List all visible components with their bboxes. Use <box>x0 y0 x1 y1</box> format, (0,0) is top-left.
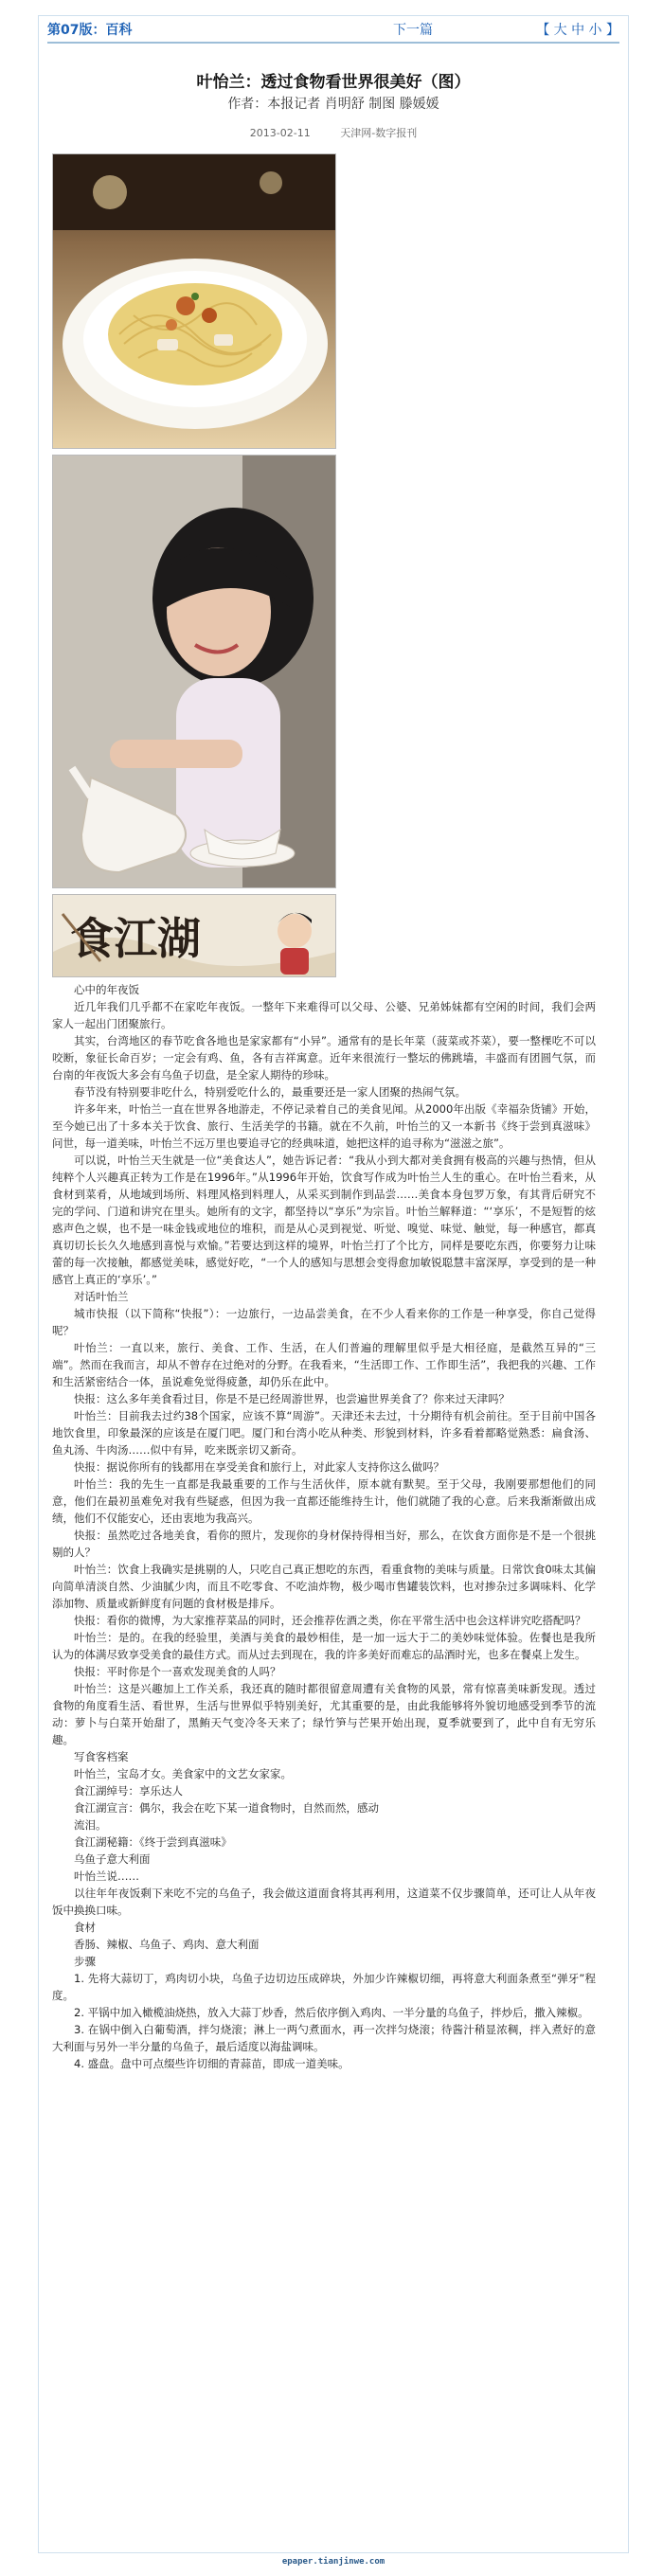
paragraph: 3. 在锅中倒入白葡萄酒，拌匀烧滚；淋上一两勺煮面水，再一次拌匀烧滚；待酱汁稍显浓稠，拌入煮好的意大利面与另外一半分量的乌鱼子，最后适度以海盐调味。 <box>52 2023 596 2053</box>
font-size-control <box>536 19 619 42</box>
banner-calligraphy: 食江湖 <box>70 913 201 964</box>
bracket-open: 【 <box>536 23 550 38</box>
font-size-large-button[interactable]: 大 <box>553 23 567 38</box>
paragraph: 春节没有特别要非吃什么，特别爱吃什么的，最重要还是一家人团聚的热闹气氛。 <box>74 1085 466 1099</box>
portrait-photo <box>52 455 336 888</box>
article-byline: 作者：本报记者 肖明舒 制图 滕媛媛 <box>227 97 439 112</box>
section-heading: 食江湖宣言：偶尔，我会在吃下某一道食物时，自然而然，感动 <box>74 1801 379 1815</box>
section-heading: 食江湖绰号：享乐达人 <box>74 1784 183 1798</box>
paragraph: 1. 先将大蒜切丁，鸡肉切小块，乌鱼子边切边压成碎块，外加少许辣椒切细，再将意大利面条煮至“弹牙”程度。 <box>52 1972 596 2002</box>
column-banner <box>52 894 336 977</box>
paragraph: 可以说，叶怡兰天生就是一位“美食达人”，她告诉记者：“我从小到大都对美食拥有极高的兴趣与热情，但从纯粹个人兴趣真正转为工作是在1996年。”从1996年开始，饮食写作成为叶怡兰人生的重心。在叶怡兰看来，从食材到菜肴，从地域到场所、料理风格到料理人，从采买到制作到品尝……美食本身包罗万象，有其背后研究不完的学问、门道和讲究在里头。她所有的文字，都坚持以“享乐”为宗旨。叶怡兰解释道：“‘享乐’，不是短暂的炫惑声色之娱，也不是一味金钱或地位的堆积，而是从心灵到视觉、听觉、嗅觉、味觉、触觉，每一种感官，都真真切切长长久久地感到喜悦与欢愉。”若要达到这样的境界，叶怡兰打了个比方，同样是要吃东西，你要努力让味蕾的每一次接触，都感觉美味，感觉好吃，“一个人的感知与思想会变得愈加敏锐聪慧丰富深厚，享受到的是一种感官上真正的‘享乐’。” <box>52 1154 596 1286</box>
section-heading: 乌鱼子意大利面 <box>74 1852 151 1866</box>
paragraph: 叶怡兰：我的先生一直都是我最重要的工作与生活伙伴，原本就有默契。至于父母，我刚要那想他们的同意，他们在最初虽难免对我有些疑惑，但因为我一直都还能维持生计，他们就随了我的心意。后来我渐渐做出成绩，他们不仅能安心，还由衷地为我高兴。 <box>52 1477 596 1525</box>
paragraph: 快报：虽然吃过各地美食，看你的照片，发现你的身材保持得相当好，那么，在饮食方面你是不是一个很挑剔的人？ <box>52 1529 596 1559</box>
section-heading: 食材 <box>74 1921 96 1934</box>
publish-date: 2013-02-11 <box>249 127 311 139</box>
font-size-small-button[interactable]: 小 <box>588 23 602 38</box>
footer-url[interactable]: epaper.tianjinwe.com <box>281 2557 385 2567</box>
paragraph: 城市快报（以下简称“快报”）：一边旅行，一边品尝美食，在不少人看来你的工作是一种享受，你自己觉得呢？ <box>52 1307 596 1337</box>
paragraph: 4. 盛盘。盘中可点缀些许切细的青蒜苗，即成一道美味。 <box>74 2057 349 2070</box>
paragraph: 叶怡兰：是的。在我的经验里，美酒与美食的最妙相佳，是一加一远大于二的美妙味觉体验。佐餐也是我所认为的体满尽致享受美食的最佳方式。而从过去到现在，我的许多美好而难忘的品酒时光，也多在餐桌上发生。 <box>52 1631 596 1661</box>
paragraph: 近几年我们几乎都不在家吃年夜饭。一整年下来难得可以父母、公婆、兄弟姊妹都有空闲的时间，我们会两家人一起出门团聚旅行。 <box>52 1000 596 1030</box>
issue-label[interactable]: 第07版：百科 <box>47 23 133 38</box>
paragraph: 许多年来，叶怡兰一直在世界各地游走，不停记录着自己的美食见闻。从2000年出版《幸福杂货铺》开始，至今她已出了十多本关于饮食、旅行、生活美学的书籍。就在不久前，叶怡兰的又一本新书《终于尝到真滋味》问世，每一道美味，叶怡兰不远万里也要追寻它的经典味道，她把这样的追寻称为“滋滋之旅”。 <box>52 1102 596 1150</box>
section-heading: 流泪。 <box>74 1818 107 1832</box>
section-heading: 香肠、辣椒、乌鱼子、鸡肉、意大利面 <box>74 1938 260 1951</box>
section-heading: 写食客档案 <box>74 1750 129 1763</box>
section-heading: 叶怡兰，宝岛才女。美食家中的文艺女家家。 <box>74 1767 292 1780</box>
paragraph: 快报：平时你是个一喜欢发现美食的人吗？ <box>74 1665 281 1678</box>
paragraph: 叶怡兰：目前我去过约38个国家，应该不算“周游”。天津还未去过，十分期待有机会前往。至于目前中国各地饮食里，印象最深的应该是在厦门吧。厦门和台湾小吃从种类、形貌到材料，许多看着都略觉熟悉：扁食汤、鱼丸汤、牛肉汤……似中有异，吃来既亲切又新奇。 <box>52 1409 596 1457</box>
section-heading: 叶怡兰说…… <box>74 1869 139 1883</box>
article-title: 叶怡兰：透过食物看世界很美好（图） <box>196 73 471 92</box>
next-article-link[interactable]: 下一篇 <box>393 23 433 38</box>
top-navigation-bar <box>47 19 619 44</box>
section-heading: 心中的年夜饭 <box>74 983 139 996</box>
paragraph: 叶怡兰：这是兴趣加上工作关系，我还真的随时都很留意周遭有关食物的风景，常有惊喜美味新发现。透过食物的角度看生活、看世界，生活与世界似乎特别美好，尤其重要的是，由此我能够将外貌切地感受到季节的流动：萝卜与白菜开始甜了，黑鲔天气变冷冬天来了；绿竹笋与芒果开始出现，夏季就要到了，此中自有无穷乐趣。 <box>52 1682 596 1746</box>
paragraph: 叶怡兰：一直以来，旅行、美食、工作、生活，在人们普遍的理解里似乎是大相径庭，是截然互异的“三端”。然而在我而言，却从不曾存在过绝对的分野。在我看来，“生活即工作、工作即生活”，我把我的兴趣、工作和生活紧密结合一体，虽说难免觉得疲惫，却仍乐在此中。 <box>52 1341 596 1388</box>
article-body <box>52 981 596 2072</box>
paragraph: 2. 平锅中加入橄榄油烧热，放入大蒜丁炒香，然后依序倒入鸡肉、一半分量的乌鱼子，拌炒后，撒入辣椒。 <box>74 2006 589 2019</box>
article-meta <box>47 125 619 140</box>
section-heading: 步骤 <box>74 1955 96 1968</box>
paragraph: 叶怡兰：饮食上我确实是挑剔的人，只吃自己真正想吃的东西，看重食物的美味与质量。日常饮食0味太其偏向简单清淡自然、少油腻少肉，而且不吃零食、不吃油炸物，极少喝市售罐装饮料，也对掺杂过多调味料、化学添加物、质量或新鲜度有问题的食材极是排斥。 <box>52 1563 596 1610</box>
paragraph: 快报：看你的微博，为大家推荐菜品的同时，还会推荐佐酒之类，你在平常生活中也会这样讲究吃搭配吗？ <box>74 1614 586 1627</box>
paragraph: 以往年年夜饭剩下来吃不完的乌鱼子，我会做这道面食将其再利用，这道菜不仅步骤简单，还可让人从年夜饭中换换口味。 <box>52 1887 596 1917</box>
font-size-medium-button[interactable]: 中 <box>571 23 585 38</box>
section-heading: 食江湖秘籍：《终于尝到真滋味》 <box>74 1835 232 1849</box>
paragraph: 快报：这么多年美食看过目，你是不是已经周游世界，也尝遍世界美食了？你来过天津吗？ <box>74 1392 510 1405</box>
section-heading: 对话叶怡兰 <box>74 1290 129 1303</box>
paragraph: 其实，台湾地区的春节吃食各地也是家家都有“小异”。通常有的是长年菜（菠菜或芥菜），要一整棵吃不可以咬断，象征长命百岁；一定会有鸡、鱼，各有吉祥寓意。近年来很流行一整坛的佛跳墙，丰盛而有团圆气氛，而台南的年夜饭大多会有乌鱼子切盘，是全家人期待的珍味。 <box>52 1034 596 1082</box>
paragraph: 快报：据说你所有的钱都用在享受美食和旅行上，对此家人支持你这么做吗？ <box>74 1460 444 1474</box>
source-label: 天津网-数字报刊 <box>340 127 418 139</box>
bracket-close: 】 <box>606 23 619 38</box>
pasta-photo <box>52 153 336 449</box>
